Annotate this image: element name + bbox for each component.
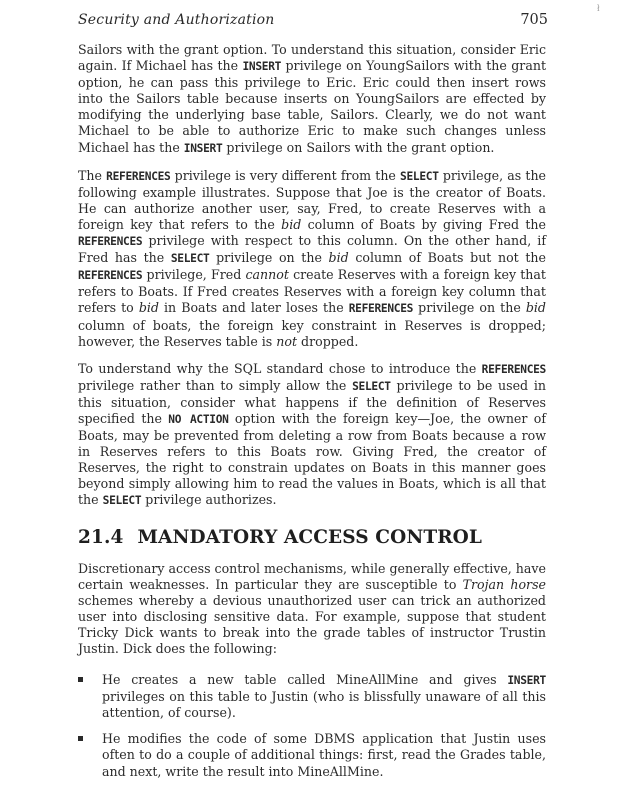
text-run: He creates a new table called MineAllMine and gives bbox=[102, 672, 508, 688]
text-run: dropped. bbox=[297, 333, 359, 349]
text-run: privilege on the bbox=[413, 300, 526, 316]
body-text bbox=[78, 42, 546, 780]
list-item-text bbox=[102, 672, 546, 721]
text-run: Sailors with the grant option. To understand this situation, consider Eric again. If Michael has the bbox=[78, 42, 546, 74]
sql-keyword: INSERT bbox=[242, 60, 282, 74]
text-run: privilege authorizes. bbox=[141, 492, 277, 508]
text-run: privilege, as the following example illustrates. Suppose that Joe is the creator of Boats. He can authorize another user, say, Fred, to create Reserves with a foreign key that refers to the bbox=[78, 167, 547, 232]
emphasis: not bbox=[276, 333, 298, 349]
running-title: Security and Authorization bbox=[78, 12, 275, 28]
emphasis: bid bbox=[281, 216, 302, 232]
text-run: privilege with respect to this column. On the other hand, if Fred has the bbox=[78, 233, 546, 266]
paragraph-why-references bbox=[78, 361, 546, 510]
text-run: column of Boats by giving Fred the bbox=[301, 216, 546, 232]
sql-keyword: REFERENCES bbox=[78, 235, 143, 249]
running-head bbox=[78, 12, 548, 34]
paragraph-references-privilege bbox=[78, 168, 546, 350]
text-run: privilege is very different from the bbox=[170, 167, 401, 183]
text-run: privilege rather than to simply allow the bbox=[78, 377, 353, 393]
list-item bbox=[78, 672, 546, 721]
text-run: schemes whereby a devious unauthorized user can trick an authorized user into disclosing sensitive data. For example, suppose that student Tricky Dick wants to break into the grade tables of instructor Trustin Justin. Dick does the following: bbox=[78, 592, 546, 656]
list-item bbox=[78, 731, 546, 779]
section-title: MANDATORY ACCESS CONTROL bbox=[137, 526, 483, 548]
bullet-list bbox=[78, 672, 546, 780]
text-run: privilege to be used in this situation, consider what happens if the definition of Reserves specified the bbox=[78, 377, 546, 426]
section-number: 21.4 bbox=[78, 526, 124, 548]
emphasis: bid bbox=[328, 250, 349, 266]
emphasis: bid bbox=[138, 300, 159, 316]
paragraph-insert-grant bbox=[78, 42, 546, 157]
margin-mark: ł bbox=[597, 4, 600, 13]
text-run: privileges on this table to Justin (who is blissfully unaware of all this attention, of course). bbox=[102, 689, 546, 721]
paragraph-mac-intro bbox=[78, 561, 546, 658]
bullet-icon bbox=[78, 736, 83, 741]
emphasis: Trojan horse bbox=[462, 576, 546, 592]
bullet-icon bbox=[78, 677, 83, 682]
emphasis: cannot bbox=[245, 267, 289, 283]
text-run: To understand why the SQL standard chose to introduce the bbox=[78, 360, 482, 376]
text-run: column of boats, the foreign key constraint in Reserves is dropped; however, the Reserves table is bbox=[78, 317, 546, 349]
emphasis: bid bbox=[525, 300, 546, 316]
sql-keyword: NO ACTION bbox=[168, 412, 229, 426]
text-run: privilege, Fred bbox=[142, 267, 246, 283]
text-run: column of Boats but not the bbox=[348, 250, 546, 266]
text-run: privilege on the bbox=[209, 250, 329, 266]
list-item-text bbox=[102, 731, 546, 779]
text-run: Discretionary access control mechanisms, while generally effective, have certain weaknesses. In particular they are susceptible to bbox=[78, 560, 546, 592]
text-run: The bbox=[78, 167, 107, 183]
sql-keyword: REFERENCES bbox=[481, 362, 546, 376]
sql-keyword: INSERT bbox=[183, 141, 223, 155]
text-run: privilege on Sailors with the grant option. bbox=[222, 139, 495, 155]
text-run: in Boats and later loses the bbox=[158, 300, 349, 316]
text-run: create Reserves with a foreign key that refers to Boats. If Fred creates Reserves with a foreign key column that refers to bbox=[78, 267, 546, 316]
sql-keyword: REFERENCES bbox=[78, 269, 143, 283]
sql-keyword: INSERT bbox=[507, 674, 546, 688]
sql-keyword: REFERENCES bbox=[106, 169, 171, 183]
page-number: 705 bbox=[520, 12, 548, 28]
sql-keyword: SELECT bbox=[352, 379, 391, 393]
sql-keyword: SELECT bbox=[102, 494, 142, 508]
sql-keyword: REFERENCES bbox=[348, 302, 414, 316]
section-heading bbox=[78, 527, 546, 548]
text-run: option with the foreign key—Joe, the owner of Boats, may be prevented from deleting a row from Boats because a row in Reserves refers to this Boats row. Giving Fred, the creator of Reserves, the right to constrain updates on Boats in this manner goes beyond simply allowing him to read the values in Boats, which is all that the bbox=[78, 410, 546, 508]
sql-keyword: SELECT bbox=[400, 169, 439, 183]
text-run: privilege on YoungSailors with the grant option, he can pass this privilege to Eric. Eric could then insert rows into the Sailors table because inserts on YoungSailors are effected by modifying the underlying base table, Sailors. Clearly, we do not want Michael to be able to authorize Eric to make such changes unless Michael has the bbox=[78, 58, 546, 155]
sql-keyword: SELECT bbox=[170, 252, 210, 266]
text-run: He modifies the code of some DBMS application that Justin uses often to do a couple of additional things: first, read the Grades table, and next, write the result into MineAllMine. bbox=[102, 731, 546, 779]
